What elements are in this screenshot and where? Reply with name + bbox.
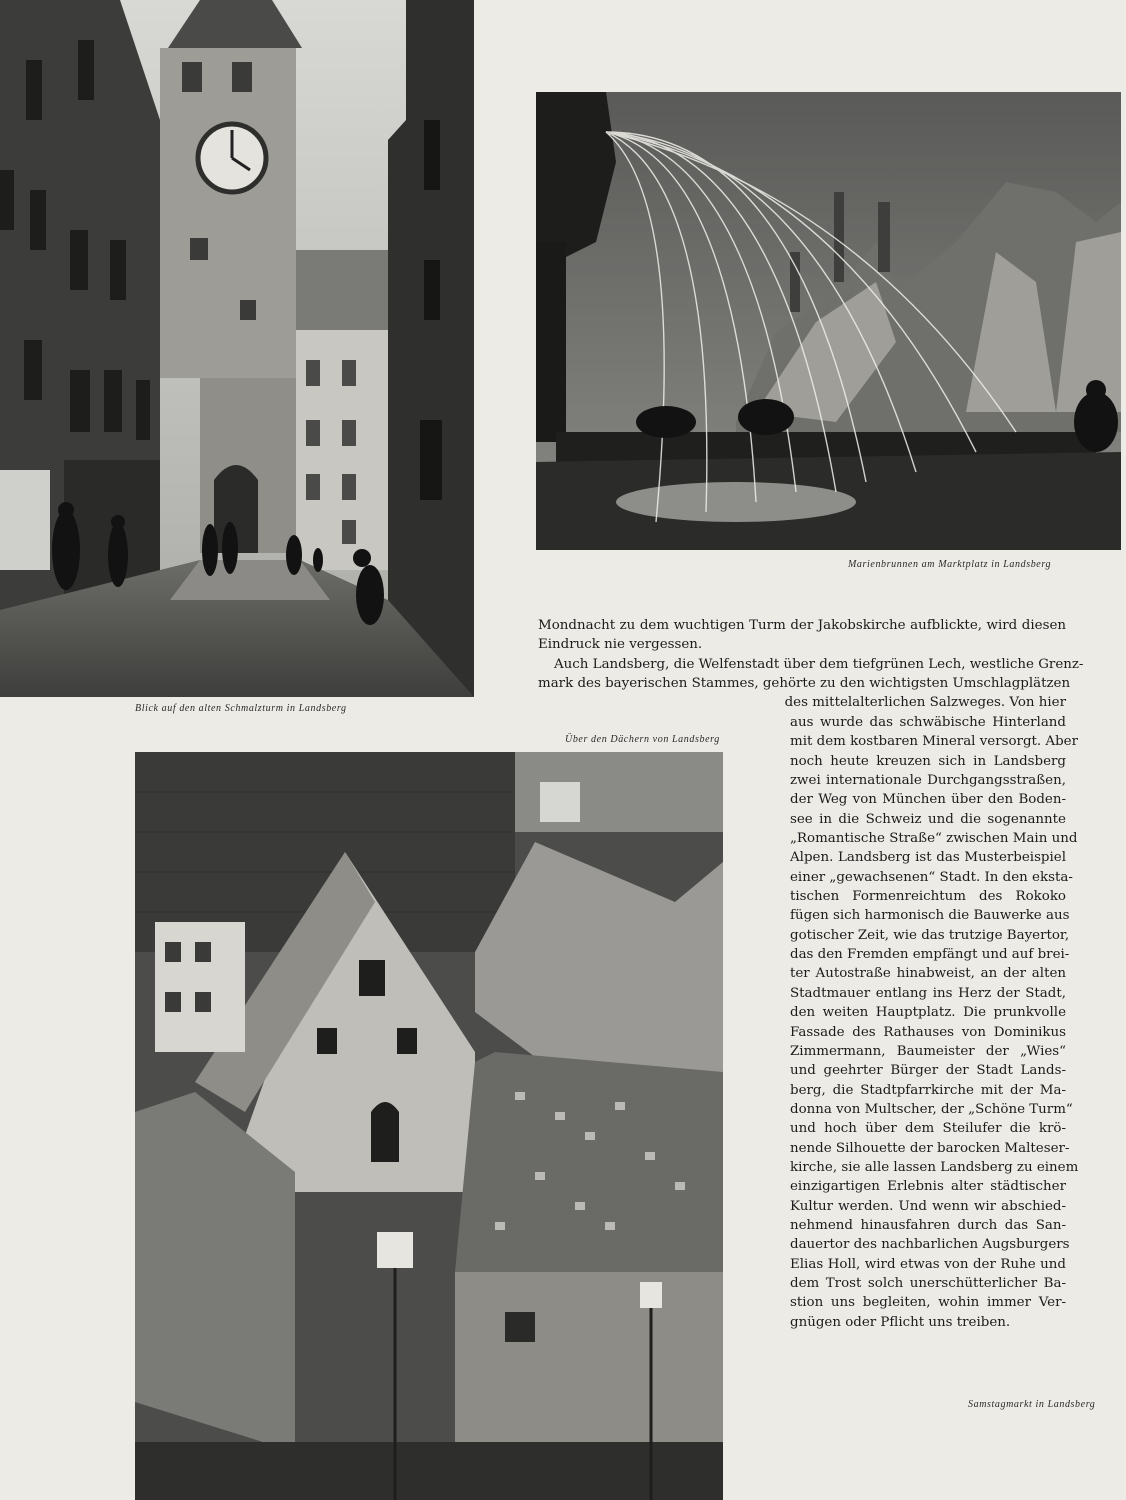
article-line: des mittelalterlichen Salzweges. Von hier — [784, 695, 1066, 711]
article-wide-text — [538, 616, 1084, 713]
article-line: Alpen. Landsberg ist das Musterbeispiel — [790, 850, 1066, 866]
article-line: nehmend hinausfahren durch das San- — [790, 1217, 1066, 1233]
article-line: ter Autostraße hinabweist, an der alten — [790, 966, 1066, 982]
article-line: Kultur werden. Und wenn wir abschied- — [790, 1198, 1066, 1214]
article-line: gnügen oder Pflicht uns treiben. — [790, 1314, 1011, 1330]
article-line: Elias Holl, wird etwas von der Ruhe und — [790, 1256, 1066, 1272]
article-narrow-text — [790, 713, 1079, 1332]
caption-schmalzturm: Blick auf den alten Schmalzturm in Landsberg — [135, 703, 347, 714]
article-line: der Weg von München über den Boden- — [790, 792, 1066, 808]
photo-schmalzturm — [0, 0, 474, 697]
photo-marienbrunnen — [536, 92, 1121, 550]
caption-samstagmarkt: Samstagmarkt in Landsberg — [968, 1399, 1096, 1410]
article-line: mit dem kostbaren Mineral versorgt. Aber — [790, 734, 1078, 750]
article-line: aus wurde das schwäbische Hinterland — [790, 715, 1066, 730]
article-line: Zimmermann, Baumeister der „Wies“ — [790, 1043, 1066, 1059]
article-line: nende Silhouette der barocken Malteser- — [790, 1140, 1070, 1156]
article-line: das den Fremden empfängt und auf brei- — [790, 947, 1070, 963]
photo-daecher — [135, 752, 723, 1500]
article-line: Auch Landsberg, die Welfenstadt über dem tiefgrünen Lech, westliche Grenz- — [554, 656, 1084, 672]
article-line: Stadtmauer entlang ins Herz der Stadt, — [790, 985, 1066, 1001]
schmalzturm-image — [0, 0, 474, 697]
article-line: Eindruck nie vergessen. — [538, 637, 703, 653]
article-line: gotischer Zeit, wie das trutzige Bayertor, — [790, 927, 1070, 943]
caption-daecher: Über den Dächern von Landsberg — [565, 734, 720, 745]
article-line: kirche, sie alle lassen Landsberg zu einem — [790, 1159, 1079, 1175]
article-line: dem Trost solch unerschütterlicher Ba- — [790, 1275, 1066, 1291]
article-line: dauertor des nachbarlichen Augsburgers — [790, 1237, 1070, 1253]
article-line: berg, die Stadtpfarrkirche mit der Ma- — [790, 1082, 1066, 1098]
article-line: donna von Multscher, der „Schöne Turm“ — [790, 1101, 1073, 1117]
marienbrunnen-image — [536, 92, 1121, 550]
article-line: und geehrter Bürger der Stadt Lands- — [790, 1063, 1066, 1079]
article-line: fügen sich harmonisch die Bauwerke aus — [790, 908, 1070, 924]
caption-marienbrunnen: Marienbrunnen am Marktplatz in Landsberg — [848, 559, 1052, 570]
article-line: stion uns begleiten, wohin immer Ver- — [790, 1295, 1066, 1311]
article-line: mark des bayerischen Stammes, gehörte zu den wichtigsten Umschlagplätzen — [538, 676, 1071, 692]
article-line: den weiten Hauptplatz. Die prunkvolle — [790, 1005, 1066, 1021]
article-line: „Romantische Straße“ zwischen Main und — [790, 831, 1078, 847]
article-line: einzigartigen Erlebnis alter städtischer — [790, 1179, 1066, 1195]
article-line: see in die Schweiz und die sogenannte — [790, 811, 1066, 827]
daecher-image — [135, 752, 723, 1500]
article-line: tischen Formenreichtum des Rokoko — [790, 889, 1066, 905]
article-line: Mondnacht zu dem wuchtigen Turm der Jakobskirche aufblickte, wird diesen — [538, 618, 1066, 633]
article-line: zwei internationale Durchgangsstraßen, — [790, 773, 1066, 789]
article-line: Fassade des Rathauses von Dominikus — [790, 1024, 1066, 1040]
article-line: einer „gewachsenen“ Stadt. In den ekstа- — [790, 869, 1073, 885]
article-line: und hoch über dem Steilufer die krö- — [790, 1121, 1066, 1137]
article-line: noch heute kreuzen sich in Landsberg — [790, 753, 1066, 769]
